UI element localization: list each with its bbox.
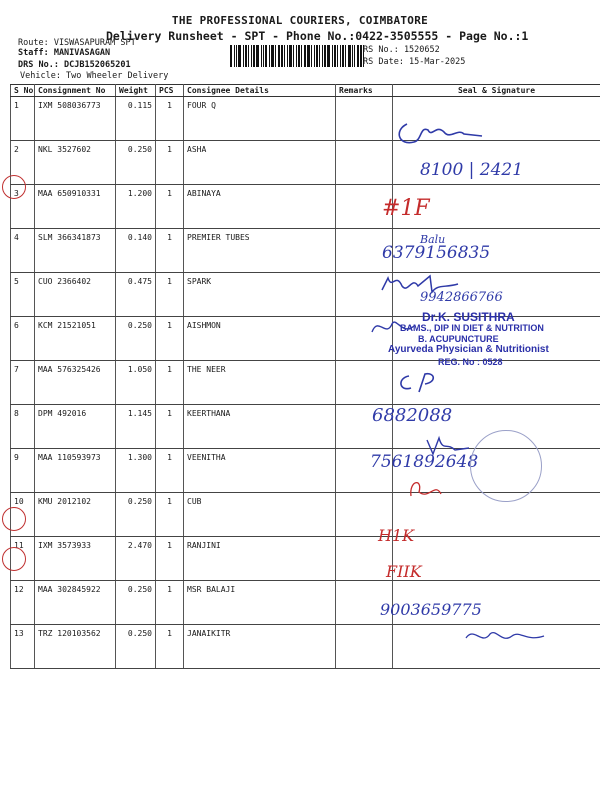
barcode-bar bbox=[248, 45, 249, 67]
row-sno: 10 bbox=[11, 493, 35, 537]
barcode-bar bbox=[269, 45, 270, 67]
barcode-bar bbox=[245, 45, 247, 67]
red-circle-mark bbox=[2, 507, 26, 531]
handwriting-row8: 6882088 bbox=[372, 405, 453, 426]
barcode-bar bbox=[230, 45, 232, 67]
stamp-qualification-2: B. ACUPUNCTURE bbox=[418, 334, 499, 344]
row-consignee: SPARK bbox=[184, 273, 336, 317]
drs-label: DRS No.: DCJB152065201 bbox=[18, 60, 131, 70]
row-pcs: 1 bbox=[156, 185, 184, 229]
barcode-image bbox=[230, 45, 358, 67]
row-pcs: 1 bbox=[156, 141, 184, 185]
handwriting-row9: 7561892648 bbox=[370, 452, 479, 472]
barcode-bar bbox=[271, 45, 274, 67]
row-sno: 4 bbox=[11, 229, 35, 273]
red-circle-mark bbox=[2, 547, 26, 571]
stamp-qualification: BAMS., DIP IN DIET & NUTRITION bbox=[400, 323, 544, 333]
handwriting-row4-phone: 6379156835 bbox=[382, 243, 491, 263]
handwriting-row13: 9003659775 bbox=[380, 600, 482, 619]
row-pcs: 1 bbox=[156, 493, 184, 537]
row-weight: 1.200 bbox=[116, 185, 156, 229]
rs-number: RS No.: 1520652 bbox=[363, 45, 440, 55]
handwriting-row2: 8100 | 2421 bbox=[420, 160, 524, 180]
barcode-bar bbox=[236, 45, 237, 67]
barcode-bar bbox=[281, 45, 283, 67]
barcode-bar bbox=[324, 45, 326, 67]
handwriting-row12: FIIK bbox=[386, 562, 422, 581]
barcode-bar bbox=[337, 45, 338, 67]
row-pcs: 1 bbox=[156, 625, 184, 669]
row-weight: 2.470 bbox=[116, 537, 156, 581]
barcode-bar bbox=[301, 45, 302, 67]
barcode-bar bbox=[332, 45, 333, 67]
table-row bbox=[11, 361, 600, 405]
row-weight: 0.140 bbox=[116, 229, 156, 273]
rs-date: RS Date: 15-Mar-2025 bbox=[363, 57, 466, 67]
row-sno: 9 bbox=[11, 449, 35, 493]
row-pcs: 1 bbox=[156, 229, 184, 273]
col-header-sno: S No bbox=[11, 85, 35, 97]
barcode-bar bbox=[348, 45, 351, 67]
stamp-title: Ayurveda Physician & Nutritionist bbox=[388, 344, 549, 355]
barcode-bar bbox=[243, 45, 244, 67]
row-consignee: VEENITHA bbox=[184, 449, 336, 493]
route-label: Route: VISWASAPURAM SPT bbox=[18, 38, 136, 48]
table-header-row bbox=[11, 85, 600, 97]
row-weight: 0.250 bbox=[116, 317, 156, 361]
row-remarks bbox=[336, 97, 393, 141]
barcode-bar bbox=[263, 45, 264, 67]
row-consignment-no: MAA 576325426 bbox=[35, 361, 116, 405]
row-weight: 0.475 bbox=[116, 273, 156, 317]
barcode-bar bbox=[342, 45, 344, 67]
barcode-bar bbox=[304, 45, 306, 67]
row-consignment-no: KMU 2012102 bbox=[35, 493, 116, 537]
row-sno: 6 bbox=[11, 317, 35, 361]
row-consignment-no: CUO 2366402 bbox=[35, 273, 116, 317]
row-consignee: MSR BALAJI bbox=[184, 581, 336, 625]
barcode-bar bbox=[307, 45, 310, 67]
barcode-bar bbox=[293, 45, 294, 67]
signature-row7 bbox=[395, 368, 455, 398]
row-consignee: FOUR Q bbox=[184, 97, 336, 141]
barcode-bar bbox=[311, 45, 312, 67]
row-pcs: 1 bbox=[156, 97, 184, 141]
barcode-bar bbox=[360, 45, 362, 67]
red-circle-mark bbox=[2, 175, 26, 199]
row-signature bbox=[393, 537, 600, 581]
row-consignee: PREMIER TUBES bbox=[184, 229, 336, 273]
table-row bbox=[11, 185, 600, 229]
document-title: THE PROFESSIONAL COURIERS, COIMBATORE bbox=[171, 14, 429, 27]
barcode-bar bbox=[238, 45, 241, 67]
row-remarks bbox=[336, 625, 393, 669]
table-row bbox=[11, 581, 600, 625]
row-sno: 2 bbox=[11, 141, 35, 185]
stamp-reg-no: REG. No : 0528 bbox=[438, 357, 503, 367]
barcode-bar bbox=[261, 45, 262, 67]
barcode-bar bbox=[352, 45, 353, 67]
handwriting-row3: #1F bbox=[382, 196, 430, 221]
row-pcs: 1 bbox=[156, 537, 184, 581]
barcode-bar bbox=[253, 45, 255, 67]
handwriting-row4-name: Balu bbox=[420, 233, 446, 246]
row-pcs: 1 bbox=[156, 317, 184, 361]
barcode-bar bbox=[256, 45, 259, 67]
row-sno: 5 bbox=[11, 273, 35, 317]
barcode-bar bbox=[296, 45, 297, 67]
col-header-weight: Weight bbox=[116, 85, 156, 97]
barcode-bar bbox=[334, 45, 336, 67]
barcode-bar bbox=[327, 45, 330, 67]
row-weight: 0.250 bbox=[116, 493, 156, 537]
row-consignee: THE NEER bbox=[184, 361, 336, 405]
row-consignee: ABINAYA bbox=[184, 185, 336, 229]
barcode-bar bbox=[298, 45, 300, 67]
row-consignment-no: NKL 3527602 bbox=[35, 141, 116, 185]
barcode-bar bbox=[340, 45, 341, 67]
signature-row1 bbox=[392, 112, 502, 152]
row-consignee: AISHMON bbox=[184, 317, 336, 361]
barcode-bar bbox=[287, 45, 288, 67]
barcode-bar bbox=[314, 45, 315, 67]
row-pcs: 1 bbox=[156, 273, 184, 317]
row-remarks bbox=[336, 141, 393, 185]
row-consignee: RANJINI bbox=[184, 537, 336, 581]
barcode-bar bbox=[289, 45, 292, 67]
row-weight: 0.250 bbox=[116, 141, 156, 185]
barcode-bar bbox=[345, 45, 346, 67]
company-seal-icon bbox=[470, 430, 542, 502]
row-sno: 3 bbox=[11, 185, 35, 229]
row-sno: 11 bbox=[11, 537, 35, 581]
col-header-consignee: Consignee Details bbox=[184, 85, 336, 97]
table-row bbox=[11, 97, 600, 141]
row-consignment-no: MAA 110593973 bbox=[35, 449, 116, 493]
col-header-consignment: Consignment No bbox=[35, 85, 116, 97]
row-consignment-no: MAA 302845922 bbox=[35, 581, 116, 625]
row-consignee: ASHA bbox=[184, 141, 336, 185]
row-consignee: KEERTHANA bbox=[184, 405, 336, 449]
row-sno: 12 bbox=[11, 581, 35, 625]
col-header-signature: Seal & Signature bbox=[393, 85, 600, 97]
row-pcs: 1 bbox=[156, 361, 184, 405]
vehicle-label: Vehicle: Two Wheeler Delivery bbox=[20, 71, 169, 81]
row-sno: 7 bbox=[11, 361, 35, 405]
row-sno: 1 bbox=[11, 97, 35, 141]
barcode-bar bbox=[275, 45, 276, 67]
col-header-remarks: Remarks bbox=[336, 85, 393, 97]
row-consignment-no: IXM 508036773 bbox=[35, 97, 116, 141]
barcode-bar bbox=[322, 45, 323, 67]
row-consignment-no: IXM 3573933 bbox=[35, 537, 116, 581]
row-pcs: 1 bbox=[156, 581, 184, 625]
row-pcs: 1 bbox=[156, 449, 184, 493]
row-consignment-no: KCM 21521051 bbox=[35, 317, 116, 361]
row-consignment-no: TRZ 120103562 bbox=[35, 625, 116, 669]
row-weight: 1.050 bbox=[116, 361, 156, 405]
barcode-bar bbox=[278, 45, 280, 67]
row-consignment-no: SLM 366341873 bbox=[35, 229, 116, 273]
barcode-bar bbox=[354, 45, 355, 67]
row-pcs: 1 bbox=[156, 405, 184, 449]
row-weight: 1.145 bbox=[116, 405, 156, 449]
row-weight: 1.300 bbox=[116, 449, 156, 493]
row-weight: 0.250 bbox=[116, 625, 156, 669]
signature-row6 bbox=[368, 312, 418, 342]
handwriting-row11: H1K bbox=[378, 526, 415, 545]
document-subtitle: Delivery Runsheet - SPT - Phone No.:0422-3505555 - Page No.:1 bbox=[106, 29, 529, 43]
row-consignee: CUB bbox=[184, 493, 336, 537]
table-row bbox=[11, 537, 600, 581]
signature-row13 bbox=[462, 624, 552, 648]
barcode-bar bbox=[357, 45, 359, 67]
staff-label: Staff: MANIVASAGAN bbox=[18, 48, 111, 58]
barcode-bar bbox=[251, 45, 252, 67]
barcode-bar bbox=[319, 45, 320, 67]
barcode-bar bbox=[284, 45, 285, 67]
row-weight: 0.250 bbox=[116, 581, 156, 625]
col-header-pcs: PCS bbox=[156, 85, 184, 97]
stamp-name: Dr.K. SUSITHRA bbox=[422, 310, 515, 324]
table-row bbox=[11, 229, 600, 273]
row-weight: 0.115 bbox=[116, 97, 156, 141]
row-consignment-no: DPM 492016 bbox=[35, 405, 116, 449]
row-remarks bbox=[336, 361, 393, 405]
barcode-bar bbox=[265, 45, 267, 67]
row-consignment-no: MAA 650910331 bbox=[35, 185, 116, 229]
barcode-bar bbox=[316, 45, 318, 67]
row-sno: 13 bbox=[11, 625, 35, 669]
row-consignee: JANAIKITR bbox=[184, 625, 336, 669]
handwriting-row5: 9942866766 bbox=[420, 290, 503, 305]
barcode-bar bbox=[234, 45, 235, 67]
signature-row10 bbox=[405, 470, 465, 510]
row-sno: 8 bbox=[11, 405, 35, 449]
